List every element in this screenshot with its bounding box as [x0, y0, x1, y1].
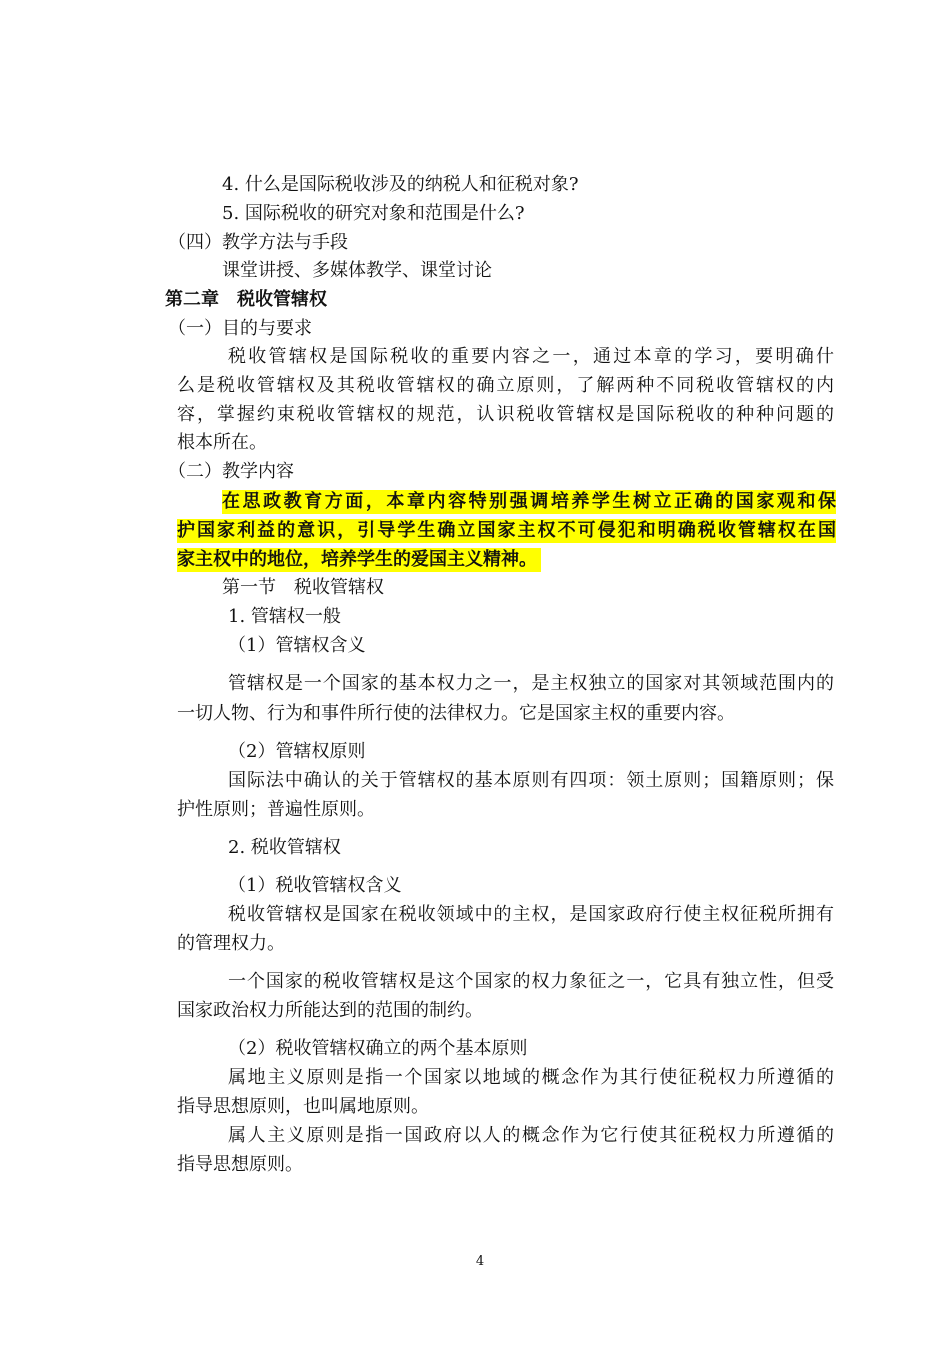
content-heading: （二）教学内容 — [168, 461, 294, 482]
objectives-heading: （一）目的与要求 — [168, 318, 312, 339]
paragraph-line: 国际法中确认的关于管辖权的基本原则有四项：领土原则；国籍原则；保 — [228, 770, 834, 791]
ideology-highlight-line: 护国家利益的意识，引导学生确立国家主权不可侵犯和明确税收管辖权在国 — [177, 520, 836, 541]
paragraph-line: 国家政治权力所能达到的范围的制约。 — [177, 1000, 483, 1021]
paragraph-line: 税收管辖权是国家在税收领域中的主权，是国家政府行使主权征税所拥有 — [228, 904, 834, 925]
section-title: 第一节 税收管辖权 — [222, 577, 384, 598]
objectives-line: 容，掌握约束税收管辖权的规范，认识税收管辖权是国际税收的种种问题的 — [177, 404, 834, 425]
paragraph-line: 指导思想原则，也叫属地原则。 — [177, 1096, 429, 1117]
subheading-1-2: （2）管辖权原则 — [228, 741, 366, 762]
subheading-1-1: （1）管辖权含义 — [228, 635, 366, 656]
objectives-line: 么是税收管辖权及其税收管辖权的确立原则，了解两种不同税收管辖权的内 — [177, 375, 834, 396]
subheading-1: 1. 管辖权一般 — [228, 606, 341, 627]
objectives-line: 根本所在。 — [177, 432, 267, 453]
section-4-text: 课堂讲授、多媒体教学、课堂讨论 — [222, 260, 492, 281]
section-4-heading: （四）教学方法与手段 — [168, 232, 348, 253]
paragraph-line: 护性原则；普遍性原则。 — [177, 799, 375, 820]
paragraph-line: 一切人物、行为和事件所行使的法律权力。它是国家主权的重要内容。 — [177, 703, 735, 724]
paragraph-line: 指导思想原则。 — [177, 1154, 303, 1175]
paragraph-line: 属地主义原则是指一个国家以地域的概念作为其行使征税权力所遵循的 — [228, 1067, 834, 1088]
ideology-highlight-line: 在思政教育方面，本章内容特别强调培养学生树立正确的国家观和保 — [222, 491, 836, 512]
paragraph-line: 管辖权是一个国家的基本权力之一，是主权独立的国家对其领域范围内的 — [228, 673, 834, 694]
paragraph-line: 的管理权力。 — [177, 933, 285, 954]
subheading-2-1: （1）税收管辖权含义 — [228, 875, 402, 896]
question-5: 5. 国际税收的研究对象和范围是什么? — [222, 203, 525, 224]
subheading-2: 2. 税收管辖权 — [228, 837, 341, 858]
ideology-highlight-line: 家主权中的地位，培养学生的爱国主义精神。 — [177, 548, 541, 572]
paragraph-line: 属人主义原则是指一国政府以人的概念作为它行使其征税权力所遵循的 — [228, 1125, 834, 1146]
objectives-line: 税收管辖权是国际税收的重要内容之一，通过本章的学习，要明确什 — [228, 346, 834, 367]
question-4: 4. 什么是国际税收涉及的纳税人和征税对象? — [222, 174, 579, 195]
page-number: 4 — [475, 1254, 485, 1269]
chapter-title: 第二章 税收管辖权 — [165, 289, 327, 310]
paragraph-line: 一个国家的税收管辖权是这个国家的权力象征之一，它具有独立性，但受 — [228, 971, 834, 992]
subheading-2-2: （2）税收管辖权确立的两个基本原则 — [228, 1038, 528, 1059]
